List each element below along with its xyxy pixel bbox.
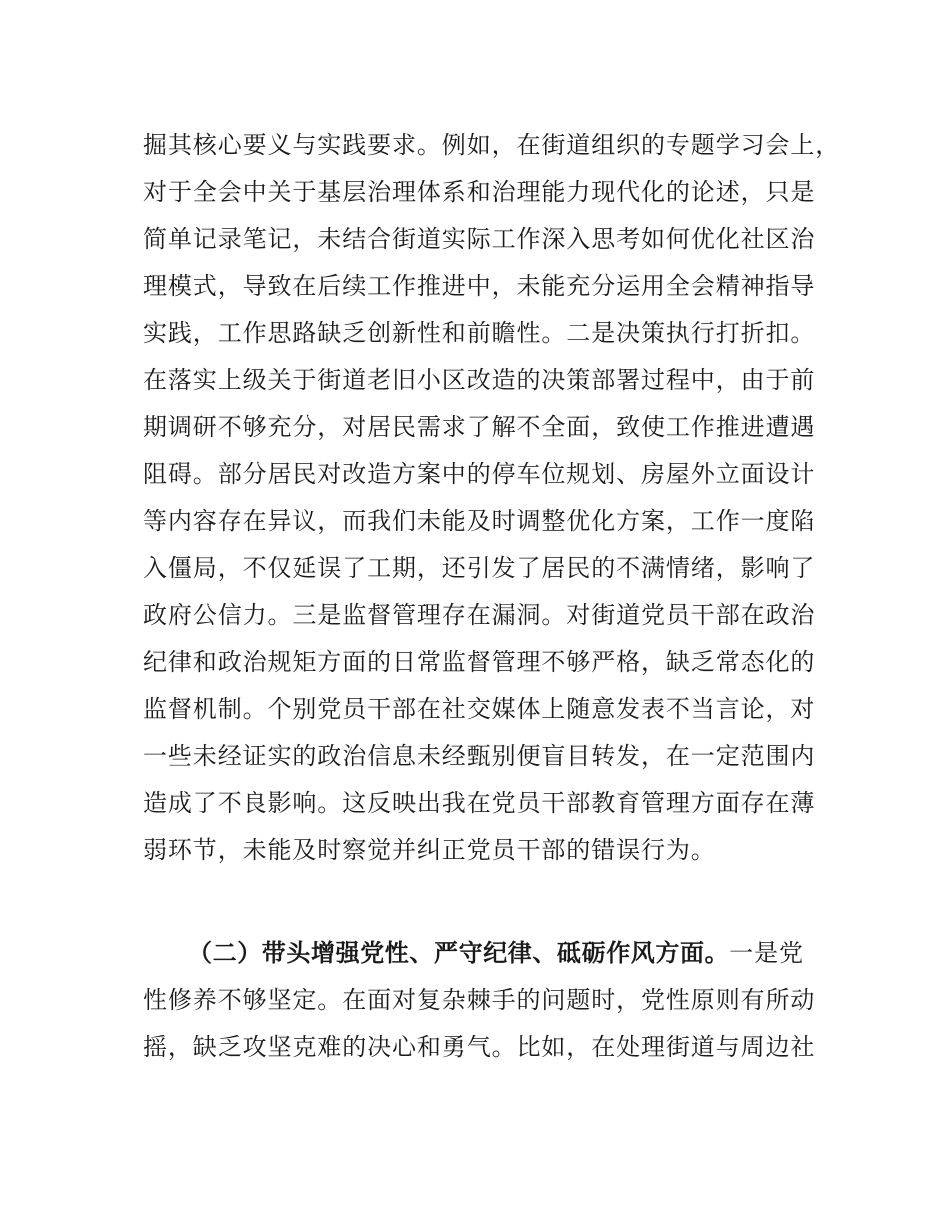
body-text-line: 理模式，导致在后续工作推进中，未能充分运用全会精神指导 (143, 272, 816, 300)
section-heading-line (188, 933, 833, 973)
section-intro-text: 一是党 (729, 939, 804, 967)
section-heading: （二）带头增强党性、严守纪律、砥砺作风方面。 (188, 939, 730, 967)
body-text-line: 监督机制。个别党员干部在社交媒体上随意发表不当言论，对 (143, 695, 816, 723)
body-text-line: 纪律和政治规矩方面的日常监督管理不够严格，缺乏常态化的 (143, 648, 816, 676)
body-text-line: 弱环节，未能及时察觉并纠正党员干部的错误行为。 (143, 836, 716, 864)
body-text-line: 对于全会中关于基层治理体系和治理能力现代化的论述，只是 (143, 178, 816, 206)
body-text-line: 掘其核心要义与实践要求。例如，在街道组织的专题学习会上， (143, 131, 841, 159)
body-text-line: 政府公信力。三是监督管理存在漏洞。对街道党员干部在政治 (143, 601, 816, 629)
body-text-line: 造成了不良影响。这反映出我在党员干部教育管理方面存在薄 (143, 789, 816, 817)
body-text-line: 性修养不够坚定。在面对复杂棘手的问题时，党性原则有所动 (143, 986, 816, 1014)
body-text-line: 简单记录笔记，未结合街道实际工作深入思考如何优化社区治 (143, 225, 816, 253)
body-text-line: 等内容存在异议，而我们未能及时调整优化方案，工作一度陷 (143, 507, 816, 535)
body-text-line: 在落实上级关于街道老旧小区改造的决策部署过程中，由于前 (143, 366, 816, 394)
body-text-line: 阻碍。部分居民对改造方案中的停车位规划、房屋外立面设计 (143, 460, 816, 488)
body-text-line: 摇，缺乏攻坚克难的决心和勇气。比如，在处理街道与周边社 (143, 1033, 816, 1061)
body-text-line: 实践，工作思路缺乏创新性和前瞻性。二是决策执行打折扣。 (143, 319, 816, 347)
body-text-line: 一些未经证实的政治信息未经甄别便盲目转发，在一定范围内 (143, 742, 816, 770)
body-text-line: 期调研不够充分，对居民需求了解不全面，致使工作推进遭遇 (143, 413, 816, 441)
body-text-line: 入僵局，不仅延误了工期，还引发了居民的不满情绪，影响了 (143, 554, 816, 582)
